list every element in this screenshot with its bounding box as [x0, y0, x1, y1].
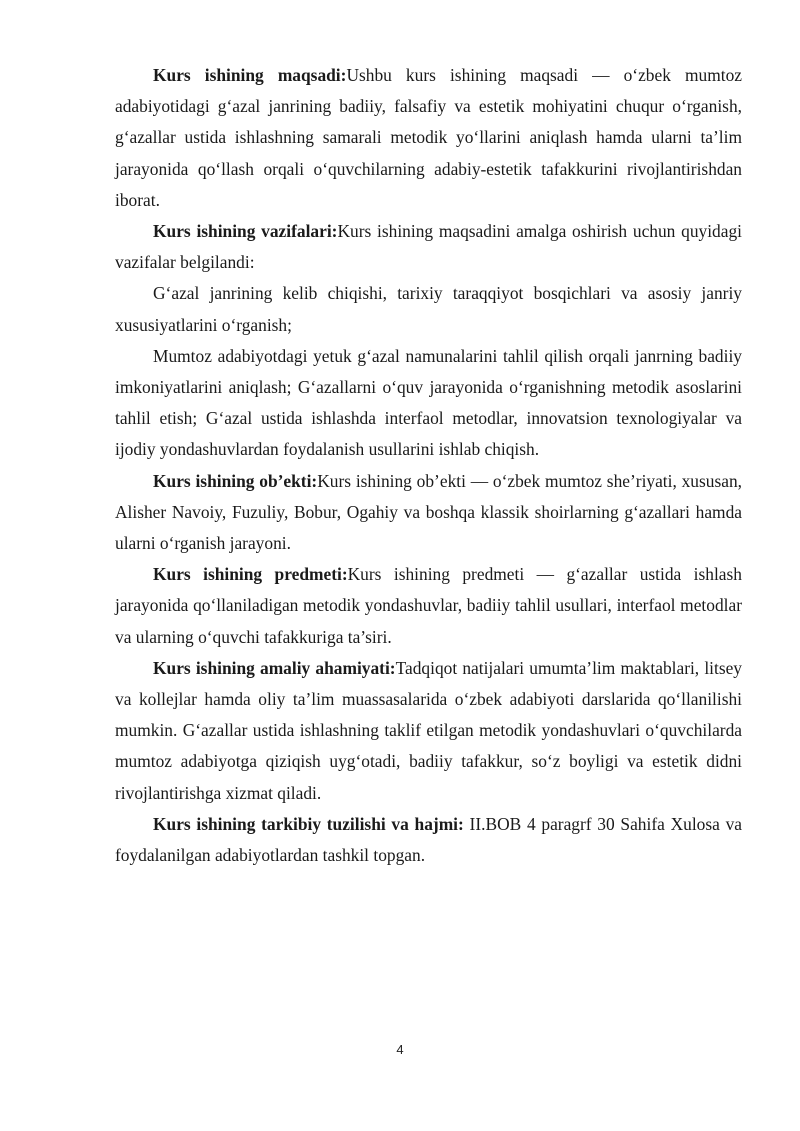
paragraph-text: II.BOB 4 paragrf 30 Sahifa Xulosa va foydalanilgan adabiyotlardan tashkil topgan.	[115, 813, 742, 866]
paragraph-text: Kurs ishining ob’ekti — o‘zbek mumtoz she’riyati, xususan, Alisher Navoiy, Fuzuliy, Bobur, Ogahiy va boshqa klassik shoirlarning g‘azallari hamda ularni o‘rganish jarayoni.	[115, 470, 742, 554]
paragraph-heading: Kurs ishining predmeti:	[153, 564, 348, 585]
paragraph-object	[115, 466, 742, 560]
paragraph-text: G‘azal janrining kelib chiqishi, tarixiy taraqqiyot bosqichlari va asosiy janriy xususiyatlarini o‘rganish;	[115, 283, 742, 335]
paragraph-text: Kurs ishining maqsadini amalga oshirish uchun quyidagi vazifalar belgilandi:	[115, 221, 742, 273]
paragraph-tasks	[115, 216, 742, 278]
paragraph-goal	[115, 60, 742, 216]
paragraph-text: Mumtoz adabiyotdagi yetuk g‘azal namunalarini tahlil qilish orqali janrning badiiy imkoniyatlarini aniqlash; G‘azallarni o‘quv jarayonida o‘rganishning metodik asoslarini tahlil etish; G‘azal ustida ishlashda interfaol metodlar, innovatsion texnologiyalar va ijodiy yondashuvlardan foydalanish usullarini ishlab chiqish.	[115, 345, 742, 460]
paragraph-text: Ushbu kurs ishining maqsadi — o‘zbek mumtoz adabiyotidagi g‘azal janrining badiiy, falsafiy va estetik mohiyatini chuqur o‘rganish, g‘azallar ustida ishlashning samarali metodik yo‘llarini aniqlash hamda ularni ta’lim jarayonida qo‘llash orqali o‘quvchilarning adabiy-estetik tafakkurini rivojlantirishdan iborat.	[115, 65, 742, 210]
paragraph-heading: Kurs ishining maqsadi:	[153, 65, 347, 85]
paragraph-heading: Kurs ishining ob’ekti:	[153, 470, 318, 491]
paragraph-text: Kurs ishining predmeti — g‘azallar ustida ishlash jarayonida qo‘llaniladigan metodik yondashuvlar, badiiy tahlil usullari, interfaol metodlar va ularning o‘quvchi tafakkuriga ta’siri.	[115, 564, 742, 647]
paragraph-heading: Kurs ishining vazifalari:	[153, 221, 338, 242]
paragraph-heading: Kurs ishining tarkibiy tuzilishi va hajmi:	[153, 813, 464, 834]
paragraph-task-1	[115, 278, 742, 340]
document-page	[115, 60, 742, 871]
paragraph-heading: Kurs ishining amaliy ahamiyati:	[153, 657, 396, 678]
paragraph-structure	[115, 809, 742, 871]
paragraph-practical-value	[115, 653, 742, 809]
paragraph-task-2	[115, 341, 742, 466]
page-number: 4	[396, 1042, 404, 1057]
paragraph-subject	[115, 559, 742, 653]
paragraph-text: Tadqiqot natijalari umumta’lim maktablari, litsey va kollejlar hamda oliy ta’lim muassasalarida o‘zbek adabiyoti darslarida qo‘llanilishi mumkin. G‘azallar ustida ishlashning taklif etilgan metodik yondashuvlari o‘quvchilarda mumtoz adabiyotga qiziqish uyg‘otadi, badiiy tafakkur, so‘z boyligi va estetik didni rivojlantirishga xizmat qiladi.	[115, 657, 743, 803]
